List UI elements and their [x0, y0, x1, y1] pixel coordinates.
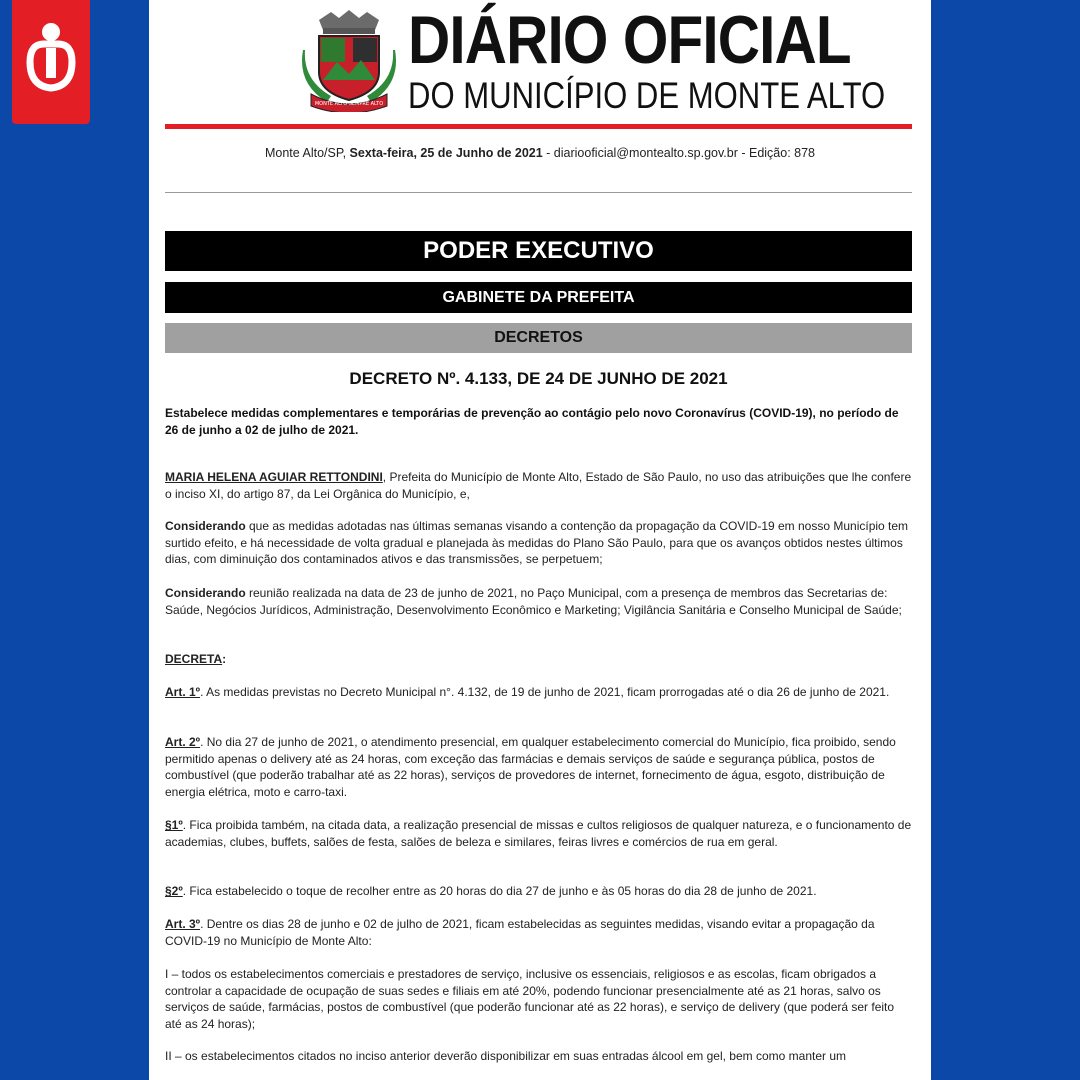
considerando-2 [165, 585, 912, 618]
paragraph-2-label: §2º [165, 884, 183, 898]
considerando-2-text: reunião realizada na data de 23 de junho de 2021, no Paço Municipal, com a presença de membros das Secretarias de: Saúde, Negócios Jurídicos, Administração, Desenvolvimento Econômico e Marketing; Vigilância Sanitária e Conselho Municipal de Saúde; [165, 586, 902, 617]
masthead-divider [165, 124, 912, 129]
paragraph-2-text: . Fica estabelecido o toque de recolher entre as 20 horas do dia 27 de junho e às 05 horas do dia 28 de junho de 2021. [182, 884, 817, 898]
brand-badge [12, 0, 90, 124]
mayor-name: MARIA HELENA AGUIAR RETTONDINI [165, 470, 383, 484]
decreta-colon: : [222, 652, 227, 666]
article-3-text: . Dentre os dias 28 de junho e 02 de julho de 2021, ficam estabelecidas as seguintes medidas, visando evitar a propagação da COVID-19 no Município de Monte Alto: [165, 917, 875, 948]
article-2 [165, 734, 912, 800]
considerando-1-text: que as medidas adotadas nas últimas semanas visando a contenção da propagação da COVID-19 em nosso Município tem surtido efeito, e há necessidade de volta gradual e planejada às medidas do Plano São Paulo, para que os avanços obtidos nestes últimos dias, com diminuição dos contaminados ativos e das transmissões, se perpetuem; [165, 519, 909, 566]
considerando-label: Considerando [165, 586, 246, 600]
article-1-text: . As medidas previstas no Decreto Municipal n°. 4.132, de 19 de junho de 2021, ficam prorrogadas até o dia 26 de junho de 2021. [200, 685, 890, 699]
article-1-label: Art. 1º [165, 685, 201, 699]
dateline-rest: - diariooficial@montealto.sp.gov.br - Edição: 878 [546, 146, 816, 160]
article-3-label: Art. 3º [165, 917, 201, 931]
preamble-text: , Prefeita do Município de Monte Alto, Estado de São Paulo, no uso das atribuições que lhe confere o inciso XI, do artigo 87, da Lei Orgânica do Município, e, [165, 470, 912, 501]
dateline-place: Monte Alto/SP, [264, 146, 347, 160]
decree-preamble [165, 469, 912, 502]
decree-title: DECRETO Nº. 4.133, DE 24 DE JUNHO DE 2021 [349, 369, 728, 388]
crest-motto: MONTE ALTO SEMPRE ALTO [314, 101, 384, 107]
header-divider [165, 192, 912, 193]
municipal-coat-of-arms-icon [301, 10, 397, 112]
paragraph-1 [165, 817, 912, 850]
considerando-1 [165, 518, 912, 568]
section-power: PODER EXECUTIVO [165, 231, 912, 271]
dateline-date: Sexta-feira, 25 de Junho de 2021 [349, 146, 543, 160]
info-i-icon [12, 0, 90, 124]
masthead-title: DIÁRIO OFICIAL [408, 2, 851, 78]
section-category: DECRETOS [165, 323, 912, 353]
gazette-page [149, 0, 931, 1080]
section-office: GABINETE DA PREFEITA [165, 282, 912, 313]
article-3 [165, 916, 912, 949]
considerando-label: Considerando [165, 519, 246, 533]
paragraph-2 [165, 883, 912, 900]
article-2-label: Art. 2º [165, 735, 201, 749]
decree-ementa: Estabelece medidas complementares e temporárias de prevenção ao contágio pelo novo Coronavírus (COVID-19), no período de 26 de junho a 02 de julho de 2021. [165, 406, 899, 437]
article-2-text: . No dia 27 de junho de 2021, o atendimento presencial, em qualquer estabelecimento comercial do Município, fica proibido, sendo permitido apenas o delivery até as 24 horas, com exceção das farmácias e demais serviços de saúde e segurança pública, postos de combustível (que poderão trabalhar até as 22 horas), serviços de provedores de internet, fornecimento de água, esgoto, distribuição de energia elétrica, moto e carro-taxi. [165, 735, 896, 799]
masthead [149, 0, 931, 125]
article-1 [165, 684, 912, 701]
paragraph-1-label: §1º [165, 818, 183, 832]
inciso-1: I – todos os estabelecimentos comerciais e prestadores de serviço, inclusive os essenciais, religiosos e as escolas, ficam obrigados a controlar a capacidade de ocupação de suas sedes e filiais em até 20%, podendo funcionar presencialmente até as 21 horas, salvo os serviços de saúde, farmácias, postos de combustível (que poderão funcionar até as 22 horas), e serviço de delivery (que poderá ser feito até as 24 horas); [165, 967, 895, 1031]
inciso-2: II – os estabelecimentos citados no inciso anterior deverão disponibilizar em suas entradas álcool em gel, bem como manter um [165, 1049, 847, 1063]
paragraph-1-text: . Fica proibida também, na citada data, a realização presencial de missas e cultos religiosos de qualquer natureza, e o funcionamento de academias, clubes, buffets, salões de festa, salões de beleza e similares, feiras livres e comércios de rua em geral. [165, 818, 912, 849]
dateline [149, 146, 931, 160]
decreta-label: DECRETA [165, 652, 223, 666]
masthead-subtitle: DO MUNICÍPIO DE MONTE ALTO [408, 75, 886, 116]
decreta-heading [165, 651, 912, 668]
